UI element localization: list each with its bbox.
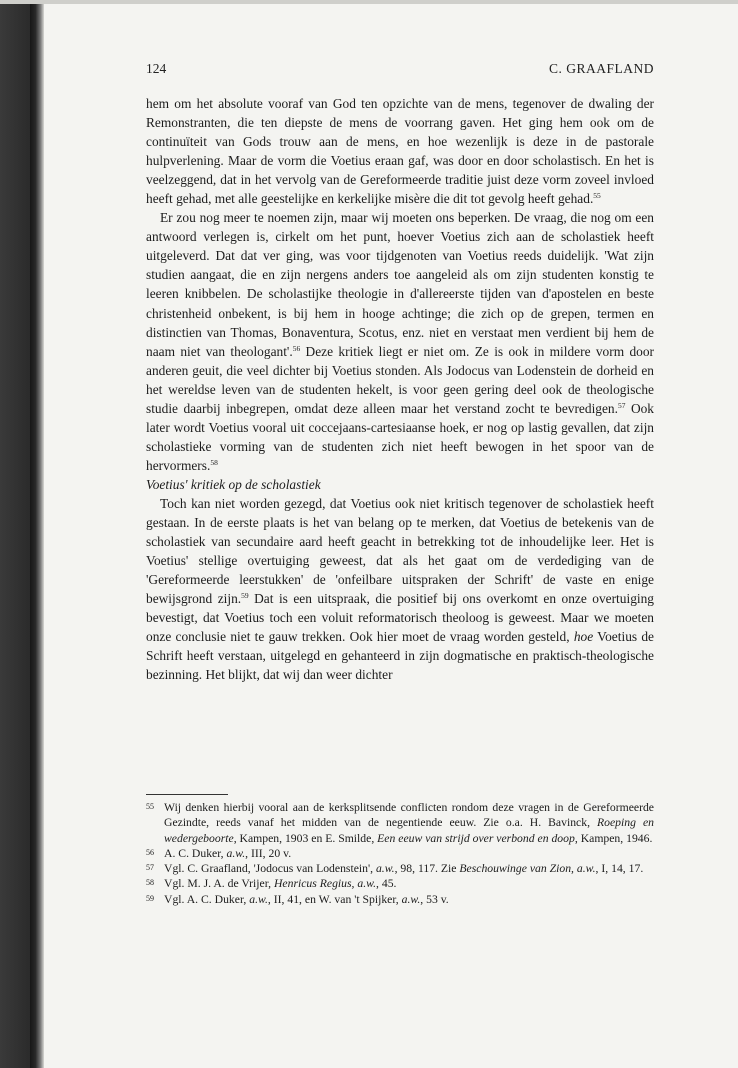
footnote-ref: 58 bbox=[210, 457, 218, 467]
footnote-number: 57 bbox=[146, 863, 154, 873]
footnote: 55 Wij denken hierbij vooral aan de kerksplitsende conflicten rondom deze vragen in de Gereformeerde Gezindte, reeds vanaf het midden van de negentiende eeuw. Zie o.a. H. Bavinck, Roeping en wedergeboorte, Kampen, 1903 en E. Smilde, Een eeuw van strijd over verbond en doop, Kampen, 1946. bbox=[146, 801, 654, 845]
page-header bbox=[146, 61, 654, 81]
footnote-ref: 59 bbox=[241, 591, 249, 601]
footnote-number: 55 bbox=[146, 802, 154, 811]
running-head: C. GRAAFLAND bbox=[548, 61, 654, 76]
footnote-ref: 56 bbox=[292, 343, 301, 353]
page-gutter-shadow bbox=[30, 0, 44, 1068]
paragraph: hem om het absolute vooraf van God ten opzichte van de mens, tegenover de dwaling der Remonstranten, die ten diepste de mens de voorrang gaven. Het ging hem ook om de continuïteit van Gods trouw aan de mens, en hoe wezenlijk is deze in de pastorale hulpverlening. Maar de vorm die Voetius eraan gaf, was door en door scholastisch. En het is veelzeggend, dat in het vervolg van de Gereformeerde traditie juist deze vorm zoveel invloed heeft gehad, met alle geestelijke en kerkelijke misère die dit tot gevolg heeft gehad.$^{55}$ bbox=[146, 96, 654, 207]
footnote-ref: 55 bbox=[593, 191, 601, 201]
footnotes bbox=[146, 800, 654, 907]
footnote-number: 58 bbox=[146, 878, 154, 888]
footnote-number: 56 bbox=[146, 847, 154, 857]
footnote: 56 A. C. Duker, a.w., III, 20 v. bbox=[146, 846, 292, 860]
footnote-number: 59 bbox=[146, 893, 154, 903]
main-text bbox=[146, 94, 654, 684]
footnote: 57 Vgl. C. Graafland, 'Jodocus van Lodenstein', a.w., 98, 117. Zie Beschouwinge van Zion, a.w., I, 14, 17. bbox=[146, 862, 644, 876]
footnote-divider bbox=[146, 794, 228, 795]
scan-top-edge bbox=[0, 0, 738, 4]
footnote: 59 Vgl. A. C. Duker, a.w., II, 41, en W. van 't Spijker, a.w., 53 v. bbox=[146, 892, 449, 906]
paragraph: Er zou nog meer te noemen zijn, maar wij moeten ons beperken. De vraag, die nog om een antwoord verlegen is, cirkelt om het punt, hoever Voetius zich aan de scholastiek heeft uitgeleverd. Dat dat ver ging, was voor tijdgenoten van Voetius reeds duidelijk. 'Wat zijn studien aangaat, die en zijn nergens anders toe aangeleid als om zijn studenten konstig te leeren knibbelen. De scholastijke theologie in d'allereerste tijden van d'apostelen en beste christenheid onbekent, is bij hem in hooge achtinge; die zich op de grepen, termen en distinctien van Thomas, Bonaventura, Scotus, enz. niet en verstaat men verdient bij hem de naam niet van theologant'.$^{56}$ Deze kritiek liegt er niet om. Ze is ook in mildere vorm door anderen geuit, die veel dichter bij Voetius stonden. Als Jodocus van Lodenstein de dorheid en het wereldse leven van de studenten hekelt, is voor geen gering deel ook de theologische studie daarbij inbegrepen, omdat deze alleen maar het verstand zocht te bevredigen.$^{57}$ Ook later wordt Voetius vooral uit coccejaans-cartesiaanse hoek, er nog op lastig gevallen, dat zijn scholastieke vorming van de studenten zich niet heeft bewogen in het spoor van de hervormers.$^{58}$ bbox=[146, 210, 654, 473]
paragraph: Toch kan niet worden gezegd, dat Voetius ook niet kritisch tegenover de scholastiek heeft gestaan. In de eerste plaats is het van belang op te merken, dat Voetius de betekenis van de scholastiek van secundaire aard heeft geacht in betrekking tot de inhoudelijke leer. Het is Voetius' stellige overtuiging geweest, dat als het gaat om de verdediging van de 'Gereformeerde leerstukken' de 'onfeilbare uitspraken der Schrift' de vaste en enige bewijsgrond zijn.$^{59}$ Dat is een uitspraak, die positief bij ons overkomt en onze overtuiging bevestigt, dat Voetius toch een voluit reformatorisch theoloog is geweest. Maar we moeten onze conclusie niet te gauw trekken. Ook hier moet de vraag worden gesteld, hoe Voetius de Schrift heeft verstaan, uitgelegd en gehanteerd in zijn dogmatische en praktisch-theologische bezinning. Het blijkt, dat wij dan weer dichter bbox=[146, 495, 654, 683]
page-number: 124 bbox=[146, 61, 167, 76]
footnote-ref: 57 bbox=[617, 400, 626, 410]
section-heading: Voetius' kritiek op de scholastiek bbox=[146, 476, 321, 492]
footnote: 58 Vgl. M. J. A. de Vrijer, Henricus Regius, a.w., 45. bbox=[146, 877, 397, 891]
